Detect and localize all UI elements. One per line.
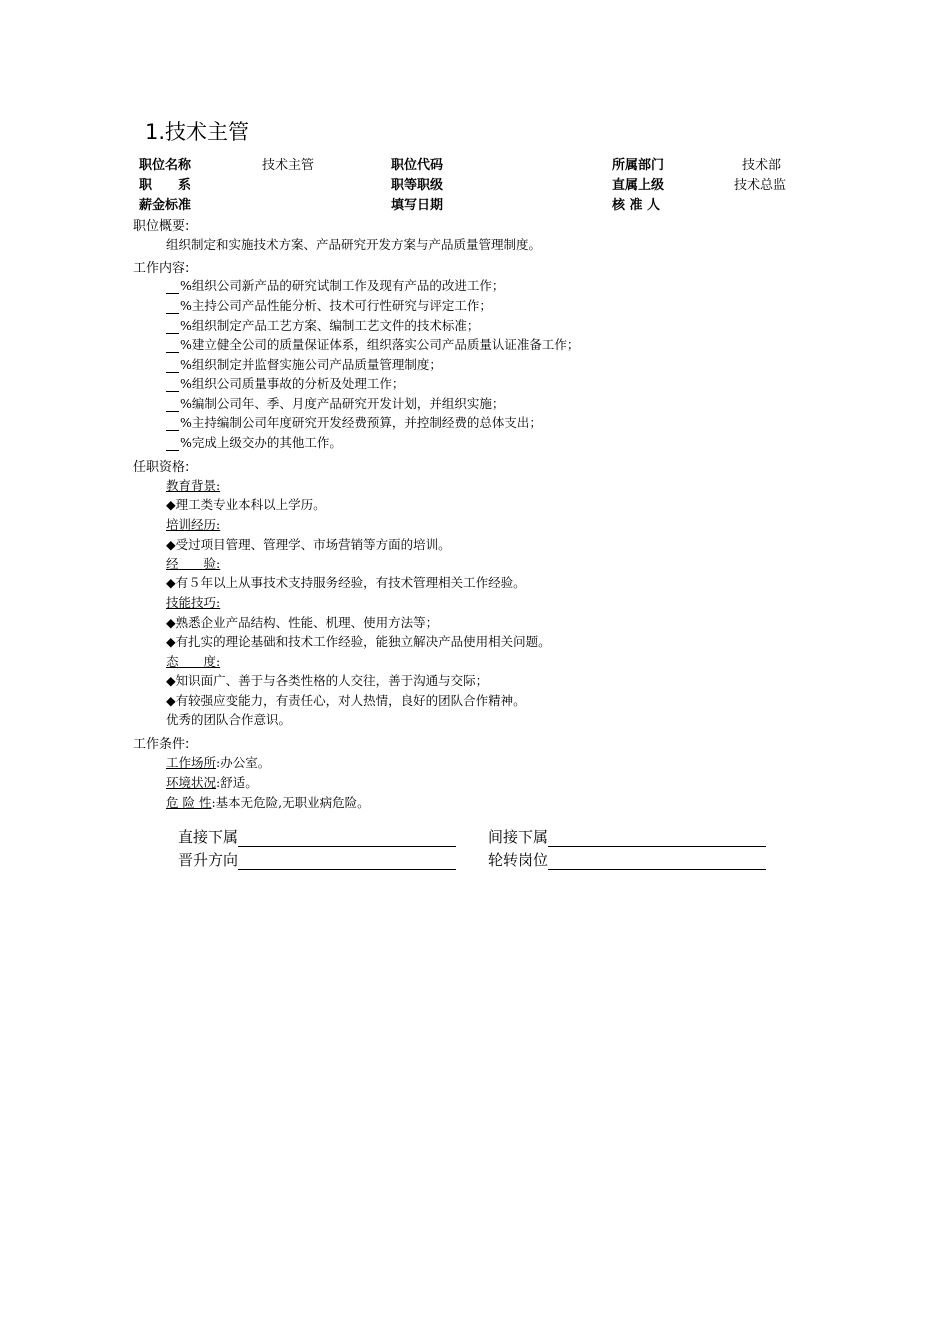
page-title: 1.技术主管 bbox=[145, 120, 250, 144]
list-item: %主持编制公司年度研究开发经费预算，并控制经费的总体支出； bbox=[166, 413, 542, 431]
attitude-text-3: 优秀的团队合作意识。 bbox=[166, 712, 292, 727]
label-fill-date: 填写日期 bbox=[391, 198, 444, 213]
label-position-name: 职位名称 bbox=[139, 158, 192, 173]
value-supervisor: 技术总监 bbox=[734, 178, 787, 193]
label-supervisor: 直属上级 bbox=[612, 178, 665, 193]
section-qualification-heading: 任职资格: bbox=[133, 460, 190, 475]
skills-text-2: ◆有扎实的理论基础和技术工作经验，能独立解决产品使用相关问题。 bbox=[166, 634, 551, 649]
label-job-family: 职 系 bbox=[139, 178, 192, 193]
list-item: %完成上级交办的其他工作。 bbox=[166, 433, 342, 451]
value-department: 技术部 bbox=[742, 158, 782, 173]
direct-subordinate-field: 直接下属 bbox=[178, 826, 456, 847]
label-salary: 薪金标准 bbox=[139, 198, 192, 213]
label-department: 所属部门 bbox=[612, 158, 665, 173]
condition-risk: 危 险 性:基本无危险,无职业病危险。 bbox=[166, 795, 370, 810]
attitude-label: 态 度: bbox=[166, 654, 221, 669]
indirect-subordinate-field: 间接下属 bbox=[488, 826, 766, 847]
skills-label: 技能技巧: bbox=[166, 595, 221, 610]
list-item: %主持公司产品性能分析、技术可行性研究与评定工作； bbox=[166, 296, 492, 314]
list-item: %组织制定产品工艺方案、编制工艺文件的技术标准； bbox=[166, 316, 479, 334]
training-label: 培训经历: bbox=[166, 517, 221, 532]
training-text: ◆受过项目管理、管理学、市场营销等方面的培训。 bbox=[166, 537, 451, 552]
skills-text-1: ◆熟悉企业产品结构、性能、机理、使用方法等； bbox=[166, 615, 439, 630]
experience-text: ◆有５年以上从事技术支持服务经验，有技术管理相关工作经验。 bbox=[166, 575, 526, 590]
section-content-heading: 工作内容: bbox=[133, 261, 190, 276]
education-label: 教育背景: bbox=[166, 478, 221, 493]
section-overview-heading: 职位概要: bbox=[133, 219, 190, 234]
fill-line bbox=[548, 832, 766, 847]
promotion-direction-field: 晋升方向 bbox=[178, 849, 456, 870]
label-grade: 职等职级 bbox=[391, 178, 444, 193]
condition-environment: 环境状况:舒适。 bbox=[166, 775, 258, 790]
rotation-position-field: 轮转岗位 bbox=[488, 849, 766, 870]
attitude-text-1: ◆知识面广、善于与各类性格的人交往，善于沟通与交际； bbox=[166, 673, 489, 688]
list-item: %编制公司年、季、月度产品研究开发计划，并组织实施； bbox=[166, 394, 504, 412]
list-item: %组织公司质量事故的分析及处理工作； bbox=[166, 374, 404, 392]
condition-place: 工作场所:办公室。 bbox=[166, 755, 271, 770]
fill-line bbox=[238, 855, 456, 870]
list-item: %组织制定并监督实施公司产品质量管理制度； bbox=[166, 355, 442, 373]
label-position-code: 职位代码 bbox=[391, 158, 444, 173]
experience-label: 经 验: bbox=[166, 556, 221, 571]
label-approver: 核 准 人 bbox=[612, 198, 661, 213]
education-text: ◆理工类专业本科以上学历。 bbox=[166, 497, 326, 512]
list-item: %组织公司新产品的研究试制工作及现有产品的改进工作； bbox=[166, 276, 504, 294]
section-conditions-heading: 工作条件: bbox=[133, 737, 190, 752]
overview-text: 组织制定和实施技术方案、产品研究开发方案与产品质量管理制度。 bbox=[166, 237, 542, 252]
list-item: %建立健全公司的质量保证体系，组织落实公司产品质量认证准备工作； bbox=[166, 335, 579, 353]
fill-line bbox=[548, 855, 766, 870]
fill-line bbox=[238, 832, 456, 847]
value-position-name: 技术主管 bbox=[262, 158, 315, 173]
attitude-text-2: ◆有较强应变能力，有责任心，对人热情，良好的团队合作精神。 bbox=[166, 693, 526, 708]
